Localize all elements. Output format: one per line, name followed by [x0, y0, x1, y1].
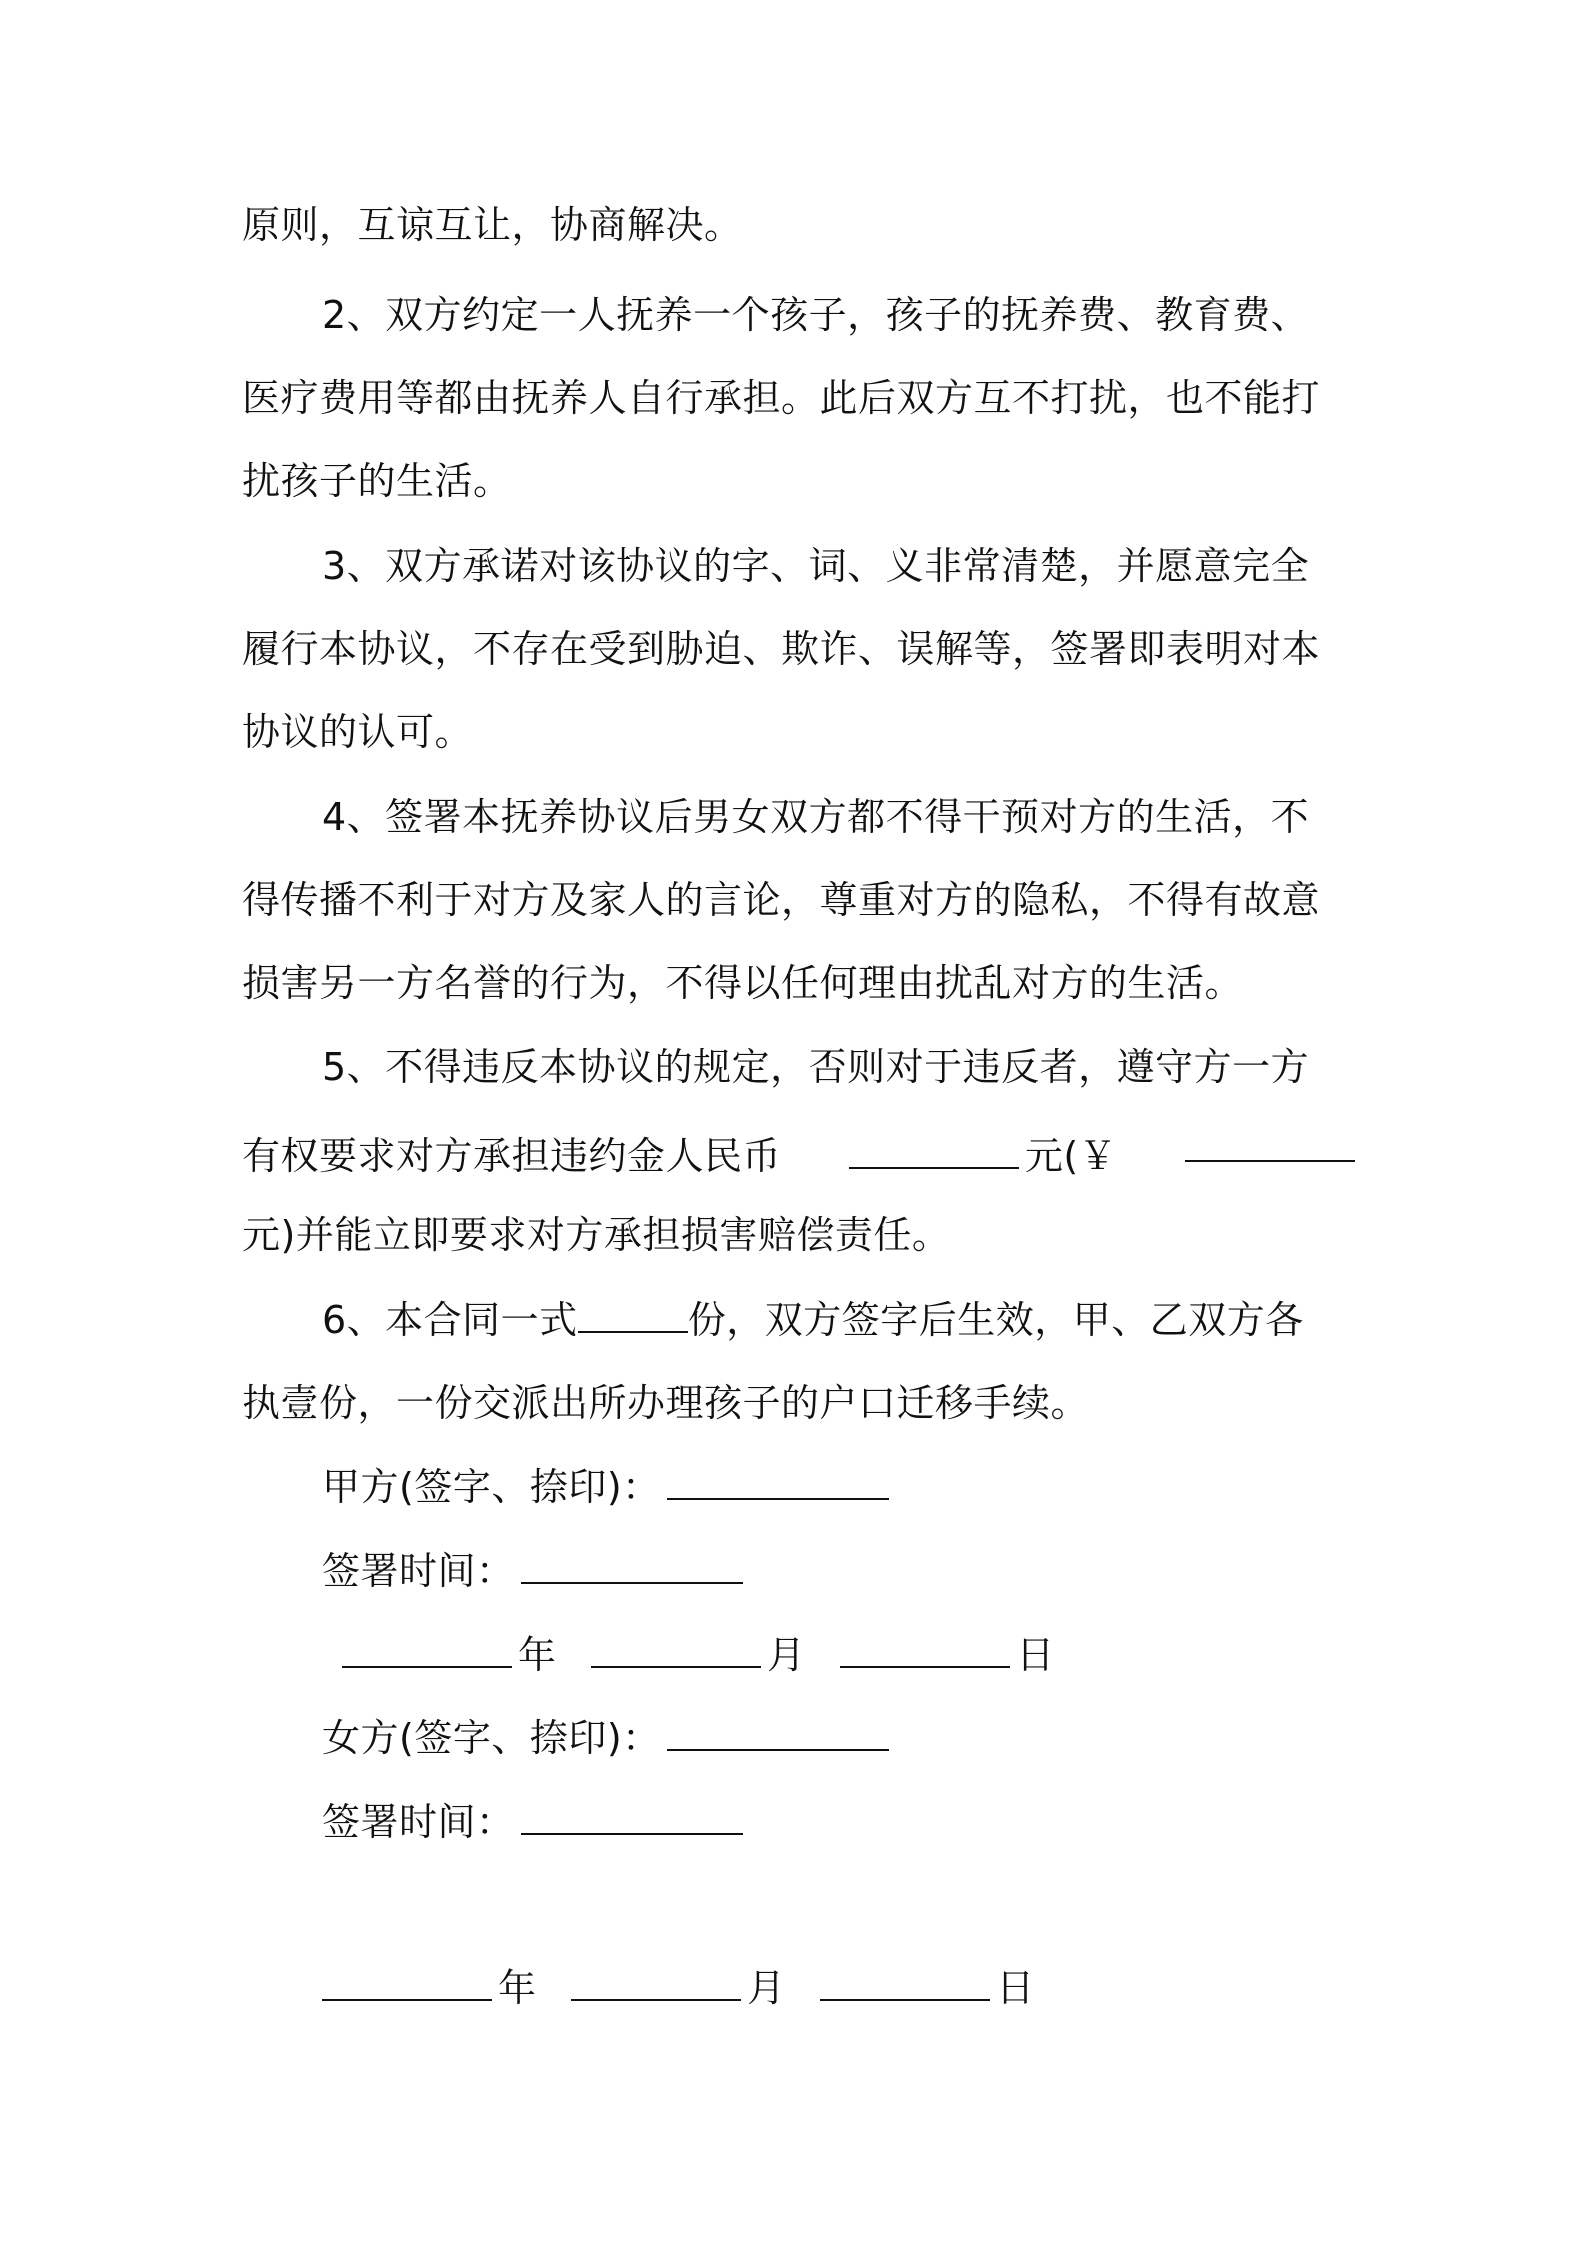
clause-3-line-2: 履行本协议，不存在受到胁迫、欺诈、误解等，签署即表明对本: [242, 627, 1321, 671]
copies-suffix: 份，双方签字后生效，甲、乙双方各: [687, 1298, 1304, 1342]
clause-4-line-3: 损害另一方名誉的行为，不得以任何理由扰乱对方的生活。: [242, 961, 1244, 1005]
clause-3-line-3: 协议的认可。: [242, 710, 474, 754]
party-b-time-blank[interactable]: [521, 1799, 743, 1835]
clause-4-line-1: 4、签署本抚养协议后男女双方都不得干预对方的生活，不: [322, 795, 1310, 839]
party-b-signature-line: [322, 1708, 895, 1768]
party-a-time-blank[interactable]: [521, 1548, 743, 1584]
paragraph-line: 原则，互谅互让，协商解决。: [242, 203, 743, 247]
party-a-date-line: [342, 1625, 1055, 1685]
clause-5-line-2: [242, 1126, 1355, 1186]
clause-3-line-1: 3、双方承诺对该协议的字、词、义非常清楚，并愿意完全: [322, 544, 1310, 588]
copies-prefix: 6、本合同一式: [322, 1298, 578, 1342]
penalty-amount-number-blank[interactable]: [1185, 1126, 1355, 1162]
party-b-time-label: 签署时间：: [322, 1800, 515, 1844]
party-a-year-blank[interactable]: [342, 1632, 512, 1668]
clause-5-line-1: 5、不得违反本协议的规定，否则对于违反者，遵守方一方: [322, 1045, 1310, 1089]
day-label: 日: [1016, 1633, 1055, 1677]
party-a-month-blank[interactable]: [591, 1632, 761, 1668]
yuan-label: 元(￥: [1024, 1134, 1118, 1178]
party-a-time-line: [322, 1541, 749, 1601]
clause-6-line-2: 执壹份，一份交派出所办理孩子的户口迁移手续。: [242, 1381, 1090, 1425]
year-label: 年: [518, 1633, 557, 1677]
party-b-date-line: [322, 1958, 1035, 2018]
clause-2-line-3: 扰孩子的生活。: [242, 459, 512, 503]
clause-2-line-2: 医疗费用等都由抚养人自行承担。此后双方互不打扰，也不能打: [242, 376, 1321, 420]
party-a-signature-blank[interactable]: [667, 1464, 889, 1500]
year-label: 年: [498, 1966, 537, 2010]
party-b-time-line: [322, 1792, 749, 1852]
party-b-label: 女方(签字、捺印)：: [322, 1716, 661, 1760]
party-b-day-blank[interactable]: [820, 1965, 990, 2001]
day-label: 日: [996, 1966, 1035, 2010]
penalty-amount-field[interactable]: [843, 1126, 1117, 1186]
party-b-month-blank[interactable]: [571, 1965, 741, 2001]
penalty-amount-blank[interactable]: [849, 1133, 1019, 1169]
party-b-signature-blank[interactable]: [667, 1715, 889, 1751]
clause-2-line-1: 2、双方约定一人抚养一个孩子，孩子的抚养费、教育费、: [322, 293, 1310, 337]
month-label: 月: [767, 1633, 806, 1677]
party-a-time-label: 签署时间：: [322, 1549, 515, 1593]
party-a-day-blank[interactable]: [840, 1632, 1010, 1668]
party-a-signature-line: [322, 1457, 895, 1517]
clause-6-line-1: [322, 1290, 1304, 1350]
clause-4-line-2: 得传播不利于对方及家人的言论，尊重对方的隐私，不得有故意: [242, 878, 1321, 922]
party-a-label: 甲方(签字、捺印)：: [322, 1465, 661, 1509]
clause-5-line-3: 元)并能立即要求对方承担损害赔偿责任。: [242, 1213, 951, 1257]
month-label: 月: [747, 1966, 786, 2010]
penalty-text: 有权要求对方承担违约金人民币: [242, 1134, 782, 1178]
copies-count-blank[interactable]: [578, 1297, 688, 1333]
party-b-year-blank[interactable]: [322, 1965, 492, 2001]
